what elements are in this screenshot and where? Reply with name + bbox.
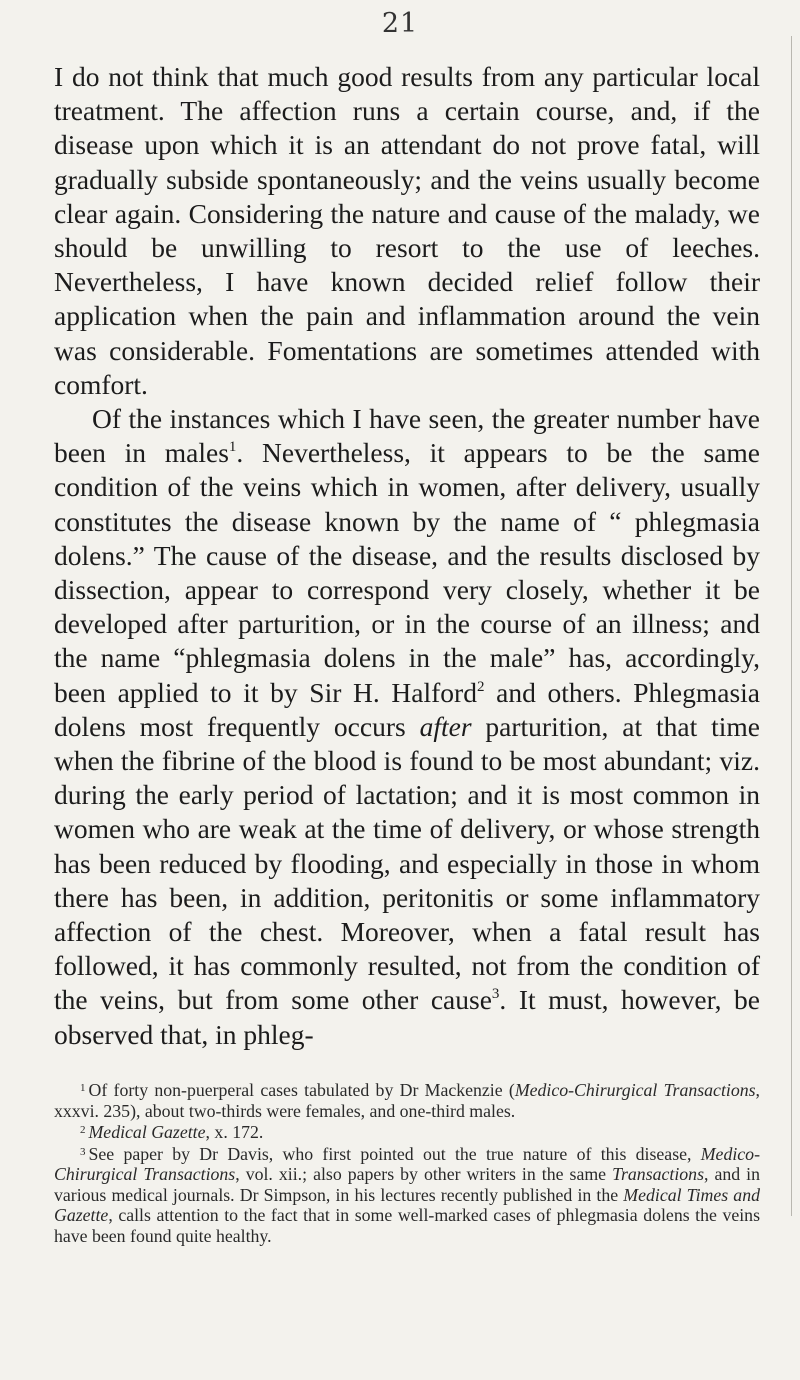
footnote-citation: Transactions [612,1164,704,1184]
paragraph-1-text: I do not think that much good results from any particular local treatment. The affection runs a certain course, and, if the disease upon which it is an attendant do not prove fatal, will gradually subside spontaneously; and the veins usually become clear again. Considering the nature and cause of the malady, we should be unwilling to resort to the use of leeches. Nevertheless, I have known decided relief follow their application when the pain and inflammation around the vein was considerable. Fomentations are sometimes attended with comfort. [54,61,760,400]
page-number: 21 [381,8,419,39]
footnote-text: , and in various medical journals. Dr Simpson, in his lectures recently published in the [54,1164,760,1205]
footnote-citation: Medical Times and Gazette [54,1184,760,1225]
paragraph-2-text-e: . It must, however, be observed that, in phleg- [54,984,760,1050]
paragraph-2-text-c: and others. Phlegmasia dolens most frequently occurs [54,676,761,742]
paragraph-2-text-d: parturition, at that time when the fibrine of the blood is found to be most abundant; viz. during the early period of lactation; and it is most common in women who are weak at the time of delivery, or whose strength has been reduced by flooding, and especially in those in whom there has been, in addition, peritonitis or some inflammatory affection of the chest. Moreover, when a fatal result has followed, it has commonly resulted, not from the condition of the veins, but from some other cause [54,710,760,1016]
footnotes [54,1080,760,1247]
footnote-3 [54,1144,760,1247]
footnote-ref-1[interactable]: 1 [228,439,237,456]
footnote-ref-3[interactable]: 3 [491,986,500,1003]
footnote-text: , x. 172. [205,1122,264,1142]
footnote-text: See paper by Dr Davis, who first pointed out the true nature of this disease, [88,1143,701,1164]
footnote-marker: 1 [80,1082,86,1094]
footnote-text: , xxxvi. 235), about two-thirds were females, and one-third males. [54,1080,760,1121]
footnote-marker: 3 [80,1145,86,1158]
paragraph-2-text-a: Of the instances which I have seen, the greater number have been in males [54,403,760,469]
paragraph-1 [54,60,760,402]
footnote-text: , vol. xii.; also papers by other writers in the same [235,1164,613,1184]
paragraph-2 [54,402,760,1052]
footnote-ref-2[interactable]: 2 [476,678,485,695]
footnote-text: Of forty non-puerperal cases tabulated by Dr Mackenzie ( [88,1080,515,1100]
footnote-2 [54,1122,760,1143]
footnote-text: , calls attention to the fact that in some well-marked cases of phlegmasia dolens the veins have been found quite healthy. [54,1205,760,1246]
emphasis-after: after [419,710,472,742]
footnote-marker: 2 [80,1124,86,1136]
body-text [54,60,760,1052]
footnote-citation: Medico-Chirurgical Transactions [514,1080,756,1100]
footnote-1 [54,1080,760,1121]
footnote-citation: Medico-Chirurgical Transactions [54,1143,760,1184]
footnote-citation: Medical Gazette [88,1122,206,1142]
page-edge-line [791,36,792,1216]
paragraph-2-text-b: . Nevertheless, it appears to be the same condition of the veins which in women, after delivery, usually constitutes the disease known by the name of “ phlegmasia dolens.” The cause of the disease, and the results disclosed by dissection, appear to correspond very closely, whether it be developed after parturition, or in the course of an illness; and the name “phlegmasia dolens in the male” has, accordingly, been applied to it by Sir H. Halford [54,437,760,708]
